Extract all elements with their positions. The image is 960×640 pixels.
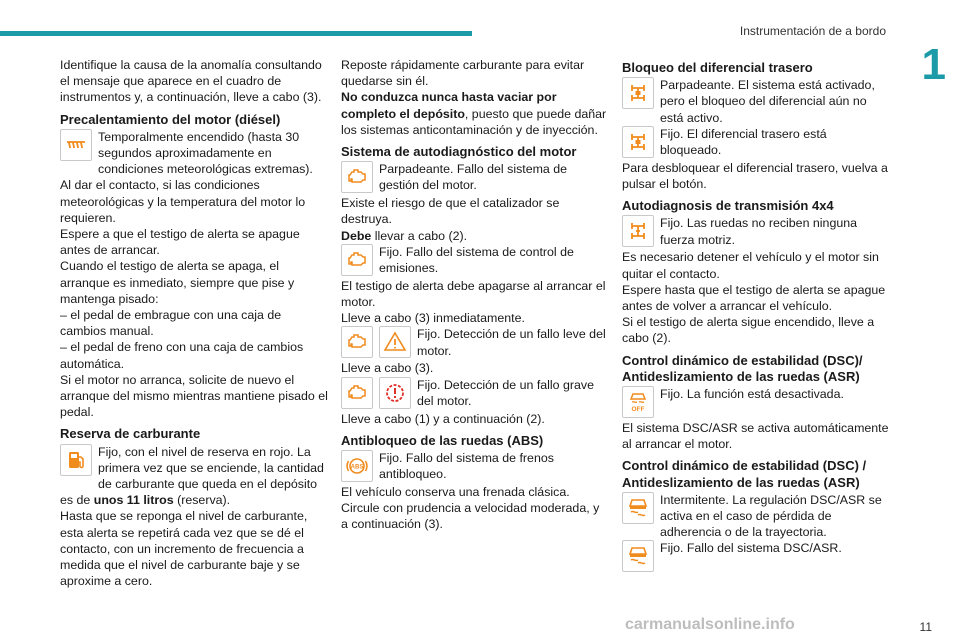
preheat-p3: Cuando el testigo de alerta se apaga, el arranque es inmediato, siempre que pise y mantenga pisado: (60, 259, 295, 306)
preheat-indicator-text: Temporalmente encendido (hasta 30 segundos aproximadamente en condiciones meteorológicas extremas). (98, 129, 313, 177)
engine-diag-i4: Fijo. Detección de un fallo grave del motor. (417, 377, 595, 408)
abs-p1: El vehículo conserva una frenada clásica. (341, 485, 570, 500)
fuel-text-bold: unos 11 litros (93, 493, 174, 508)
fuel-indicator-text (60, 444, 328, 509)
rear-diff-lock-icon (622, 77, 654, 109)
intro-text: Identifique la causa de la anomalía consultando el mensaje que aparece en el cuadro de instrumentos y, a continuación, lleve a cabo (3). (60, 58, 322, 105)
glow-plug-icon (60, 129, 92, 161)
preheat-p4: – el pedal de embrague con una caja de cambios manual. (60, 308, 282, 339)
engine-diag-flashing (341, 161, 609, 195)
engine-diag-p5: Lleve a cabo (3). (341, 361, 434, 376)
fuel-pump-icon (60, 444, 92, 476)
four-wheel-drive-icon (622, 215, 654, 247)
diff-i2: Fijo. El diferencial trasero está bloqueado. (660, 126, 827, 158)
awd-p1: Es necesario detener el vehículo y el motor sin quitar el contacto. (622, 250, 879, 281)
awd-p2: Espere hasta que el testigo de alerta se apague antes de volver a arrancar el vehículo. (622, 282, 886, 314)
engine-diag-p4: Lleve a cabo (3) inmediatamente. (341, 311, 525, 326)
engine-diag-minor (341, 326, 609, 360)
rear-diff-lock-icon (622, 126, 654, 158)
dsc-off-label: OFF (631, 406, 645, 414)
column-1 (60, 57, 328, 590)
preheat-p6: Si el motor no arranca, solicite de nuevo el arranque del mismo mientras mantiene pisado el pedal. (60, 372, 328, 420)
section-title-dsc-off: Control dinámico de estabilidad (DSC)/ Antideslizamiento de las ruedas (ASR) (622, 352, 863, 384)
engine-diag-p2-bold: Debe (341, 228, 372, 243)
dsc-off-icon (622, 386, 654, 418)
engine-diag-p3: El testigo de alerta debe apagarse al arrancar el motor. (341, 278, 606, 310)
engine-icon (341, 326, 373, 358)
header-accent-bar (0, 31, 472, 36)
preheat-p2: Espere a que el testigo de alerta se apague antes de arrancar. (60, 227, 300, 258)
engine-icon (341, 377, 373, 409)
section-title-4x4: Autodiagnosis de transmisión 4x4 (622, 198, 834, 214)
diff-i1: Parpadeante. El sistema está activado, pero el bloqueo del diferencial aún no está activo. (660, 78, 875, 125)
dsc-flashing (622, 492, 890, 541)
engine-icon (341, 244, 373, 276)
abs-icon (341, 450, 373, 482)
engine-diag-p2 (341, 228, 609, 244)
engine-diag-i3: Fijo. Detección de un fallo leve del motor. (417, 327, 606, 358)
diff-p1: Para desbloquear el diferencial trasero, vuelva a pulsar el botón. (622, 160, 888, 192)
abs-p2: Circule con prudencia a velocidad moderada, y a continuación (3). (341, 501, 600, 532)
column-3 (622, 57, 890, 574)
refuel-text: Reposte rápidamente carburante para evitar quedarse sin él. (341, 58, 585, 89)
skid-car-icon (622, 492, 654, 524)
warning-triangle-icon (379, 326, 411, 358)
tank-warning-bold: No conduzca nunca hasta vaciar por completo el depósito (341, 90, 557, 121)
dsc-off-indicator (622, 386, 890, 420)
engine-diag-p1: Existe el riesgo de que el catalizador se destruya. (341, 196, 560, 227)
fuel-indicator (60, 444, 328, 509)
svg-text:ABS: ABS (350, 464, 364, 471)
dsc-fixed (622, 540, 890, 574)
watermark-logo: carmanualsonline.info (625, 616, 795, 633)
engine-diag-i2: Fijo. Fallo del sistema de control de emisiones. (379, 244, 574, 276)
alert-gear-icon (379, 377, 411, 409)
section-title-engine-diag: Sistema de autodiagnóstico del motor (341, 144, 577, 160)
diff-fixed (622, 126, 890, 160)
engine-diag-p6: Lleve a cabo (1) y a continuación (2). (341, 411, 545, 426)
dsc-i2: Fijo. Fallo del sistema DSC/ASR. (660, 541, 842, 556)
preheat-p5: – el pedal de freno con una caja de cambios automática. (60, 340, 304, 371)
preheat-indicator (60, 129, 328, 178)
dsc-off-p1: El sistema DSC/ASR se activa automáticamente al arrancar el motor. (622, 421, 889, 452)
awd-indicator (622, 215, 890, 249)
dsc-off-i1: Fijo. La función está desactivada. (660, 387, 844, 402)
preheat-p1: Al dar el contacto, si las condiciones meteorológicas y la temperatura del motor lo requieren. (60, 178, 306, 225)
page-header-title: Instrumentación de a bordo (739, 24, 886, 38)
abs-i1: Fijo. Fallo del sistema de frenos antibloqueo. (379, 451, 554, 482)
section-title-dsc: Control dinámico de estabilidad (DSC) / Antideslizamiento de las ruedas (ASR) (622, 458, 867, 490)
abs-indicator (341, 450, 609, 484)
skid-car-icon (622, 540, 654, 572)
fuel-text-a: Fijo, con el nivel de reserva en rojo. La primera vez que se enciende, la cantidad de carburante que queda en el depósito es de (60, 444, 324, 508)
page-number: 11 (919, 620, 932, 634)
engine-diag-emissions (341, 244, 609, 278)
column-2 (341, 57, 609, 533)
tank-warning-rest: , puesto que puede dañar los sistemas anticontaminación y de inyección. (341, 106, 607, 137)
chapter-number: 1 (921, 40, 946, 89)
fuel-p1: Hasta que se reponga el nivel de carburante, esta alerta se repetirá cada vez que se dé el contacto, con un incremento de frecuencia a medida que el nivel de carburante baje y se aproxime a cero. (60, 509, 308, 589)
engine-diag-major (341, 377, 609, 411)
awd-i1: Fijo. Las ruedas no reciben ninguna fuerza motriz. (660, 216, 858, 247)
section-title-preheat: Precalentamiento del motor (diésel) (60, 111, 281, 127)
fuel-text-tail: (reserva). (177, 493, 231, 508)
dsc-i1: Intermitente. La regulación DSC/ASR se activa en el caso de pérdida de adherencia o de la trayectoria. (660, 492, 882, 540)
tank-warning-text (341, 89, 609, 138)
awd-p3: Si el testigo de alerta sigue encendido, lleve a cabo (2). (622, 315, 875, 346)
engine-diag-p2-rest: llevar a cabo (2). (371, 228, 468, 243)
engine-diag-i1: Parpadeante. Fallo del sistema de gestión del motor. (379, 162, 568, 193)
diff-flashing (622, 77, 890, 126)
section-title-abs: Antibloqueo de las ruedas (ABS) (341, 432, 544, 448)
section-title-fuel: Reserva de carburante (60, 426, 201, 442)
section-title-diff: Bloqueo del diferencial trasero (622, 60, 813, 75)
engine-icon (341, 161, 373, 193)
